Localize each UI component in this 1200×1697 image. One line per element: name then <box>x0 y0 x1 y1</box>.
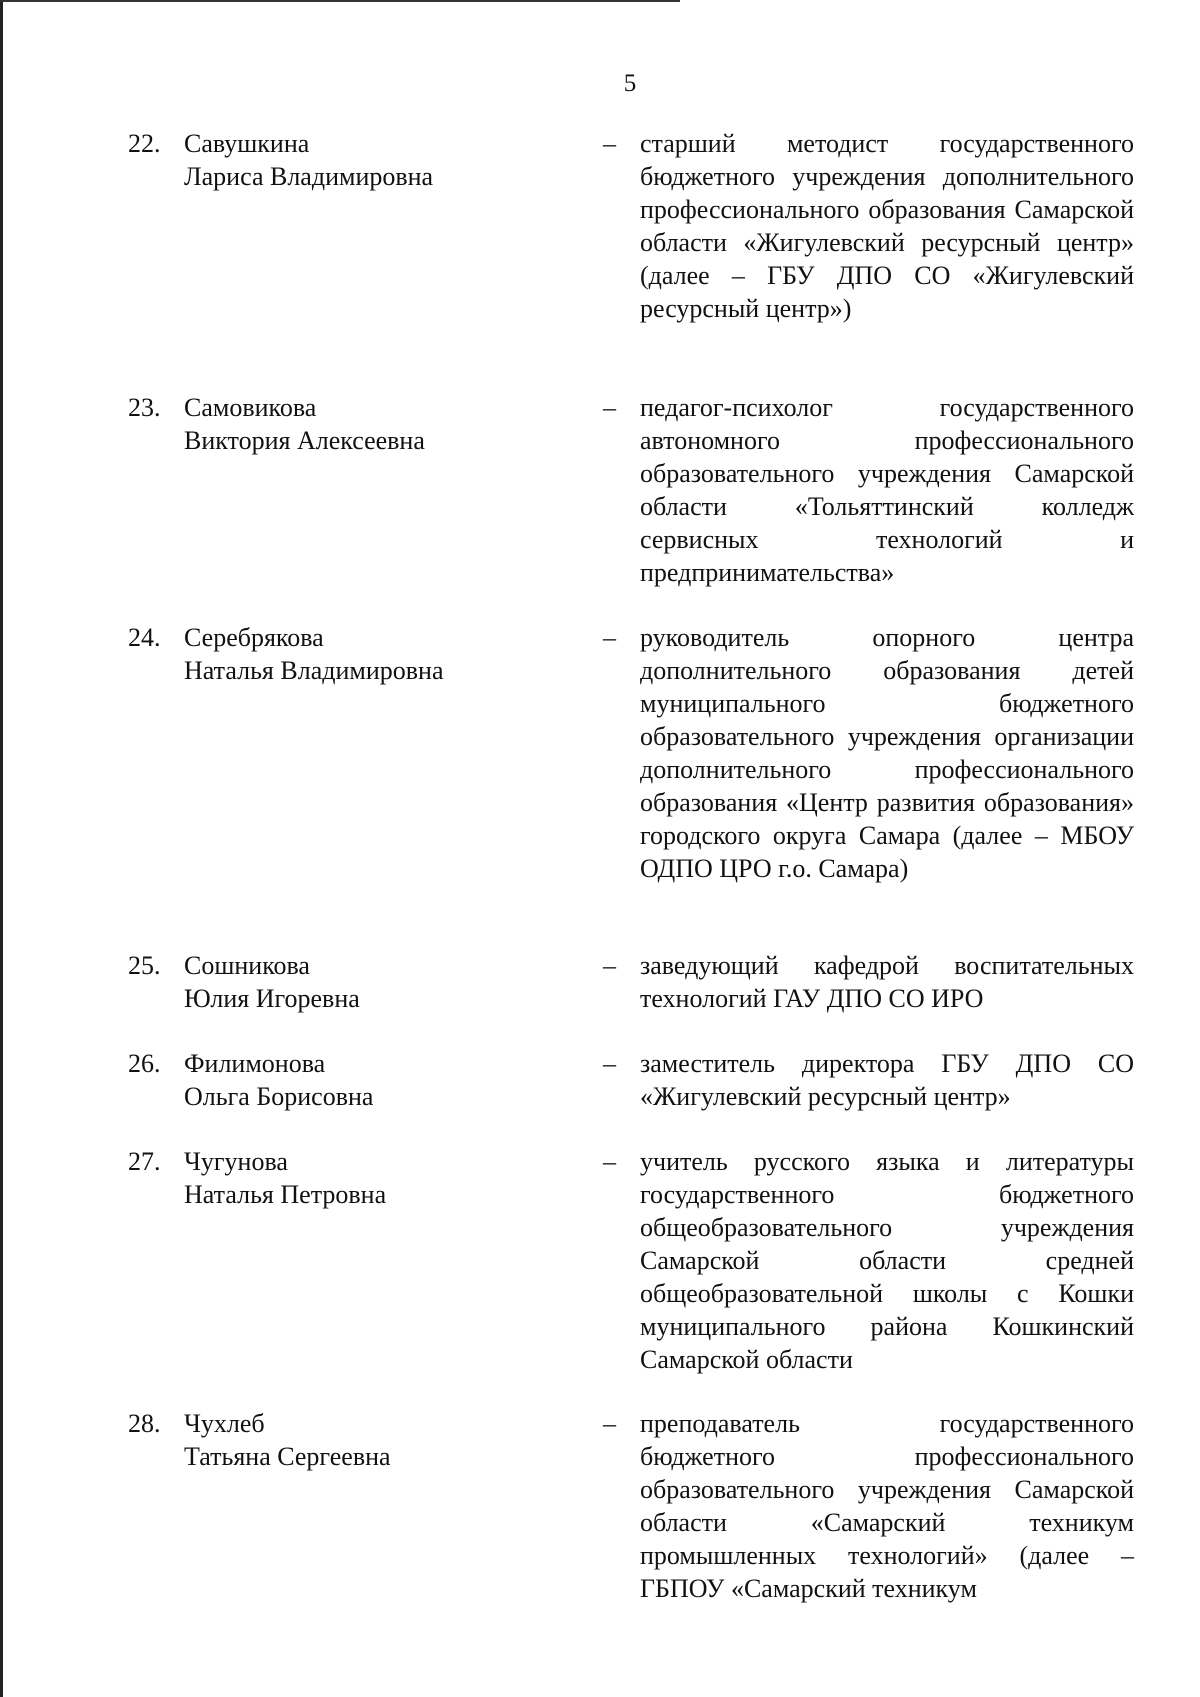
person-surname: Самовикова <box>184 393 317 422</box>
dash-separator: – <box>603 1049 616 1078</box>
item-number: 27. <box>128 1147 161 1176</box>
person-position: заведующий кафедрой воспитательных технологий ГАУ ДПО СО ИРО <box>640 951 1134 1013</box>
dash-separator: – <box>603 951 616 980</box>
person-given-names: Наталья Петровна <box>184 1180 387 1209</box>
item-number: 28. <box>128 1409 161 1438</box>
person-surname: Савушкина <box>184 129 310 158</box>
person-position: старший методист государственного бюджетного учреждения дополнительного профессионального образования Самарской области «Жигулевский ресурсный центр» (далее – ГБУ ДПО СО «Жигулевский ресурсный центр») <box>640 129 1134 323</box>
page-number: 5 <box>623 70 637 97</box>
person-name <box>184 949 584 1015</box>
scan-border-top <box>0 0 680 2</box>
person-given-names: Виктория Алексеевна <box>184 426 425 455</box>
item-number: 26. <box>128 1049 161 1078</box>
person-name <box>184 127 584 193</box>
person-name <box>184 391 584 457</box>
person-surname: Чухлеб <box>184 1409 265 1438</box>
person-name <box>184 621 584 687</box>
person-position: заместитель директора ГБУ ДПО СО «Жигулевский ресурсный центр» <box>640 1049 1134 1111</box>
person-position: преподаватель государственного бюджетного профессионального образовательного учреждения Самарской области «Самарский техникум промышленных технологий» (далее – ГБПОУ «Самарский техникум <box>640 1409 1134 1603</box>
scan-border-left <box>0 0 3 1697</box>
person-name <box>184 1047 584 1113</box>
person-given-names: Татьяна Сергеевна <box>184 1442 391 1471</box>
item-number: 22. <box>128 129 161 158</box>
person-surname: Сошникова <box>184 951 310 980</box>
item-number: 23. <box>128 393 161 422</box>
item-number: 25. <box>128 951 161 980</box>
dash-separator: – <box>603 129 616 158</box>
dash-separator: – <box>603 393 616 422</box>
person-given-names: Лариса Владимировна <box>184 162 434 191</box>
dash-separator: – <box>603 623 616 652</box>
person-position: учитель русского языка и литературы государственного бюджетного общеобразовательного учреждения Самарской области средней общеобразовательной школы с Кошки муниципального района Кошкинский Самарской области <box>640 1147 1134 1374</box>
dash-separator: – <box>603 1409 616 1438</box>
person-given-names: Ольга Борисовна <box>184 1082 374 1111</box>
item-number: 24. <box>128 623 161 652</box>
person-name <box>184 1407 584 1473</box>
person-given-names: Наталья Владимировна <box>184 656 444 685</box>
person-given-names: Юлия Игоревна <box>184 984 360 1013</box>
person-surname: Чугунова <box>184 1147 288 1176</box>
person-position: педагог-психолог государственного автономного профессионального образовательного учреждения Самарской области «Тольяттинский колледж сервисных технологий и предпринимательства» <box>640 393 1134 587</box>
person-name <box>184 1145 584 1211</box>
person-surname: Филимонова <box>184 1049 326 1078</box>
person-position: руководитель опорного центра дополнительного образования детей муниципального бюджетного образовательного учреждения организации дополнительного профессионального образования «Центр развития образования» городского округа Самара (далее – МБОУ ОДПО ЦРО г.о. Самара) <box>640 623 1134 883</box>
dash-separator: – <box>603 1147 616 1176</box>
person-surname: Серебрякова <box>184 623 324 652</box>
